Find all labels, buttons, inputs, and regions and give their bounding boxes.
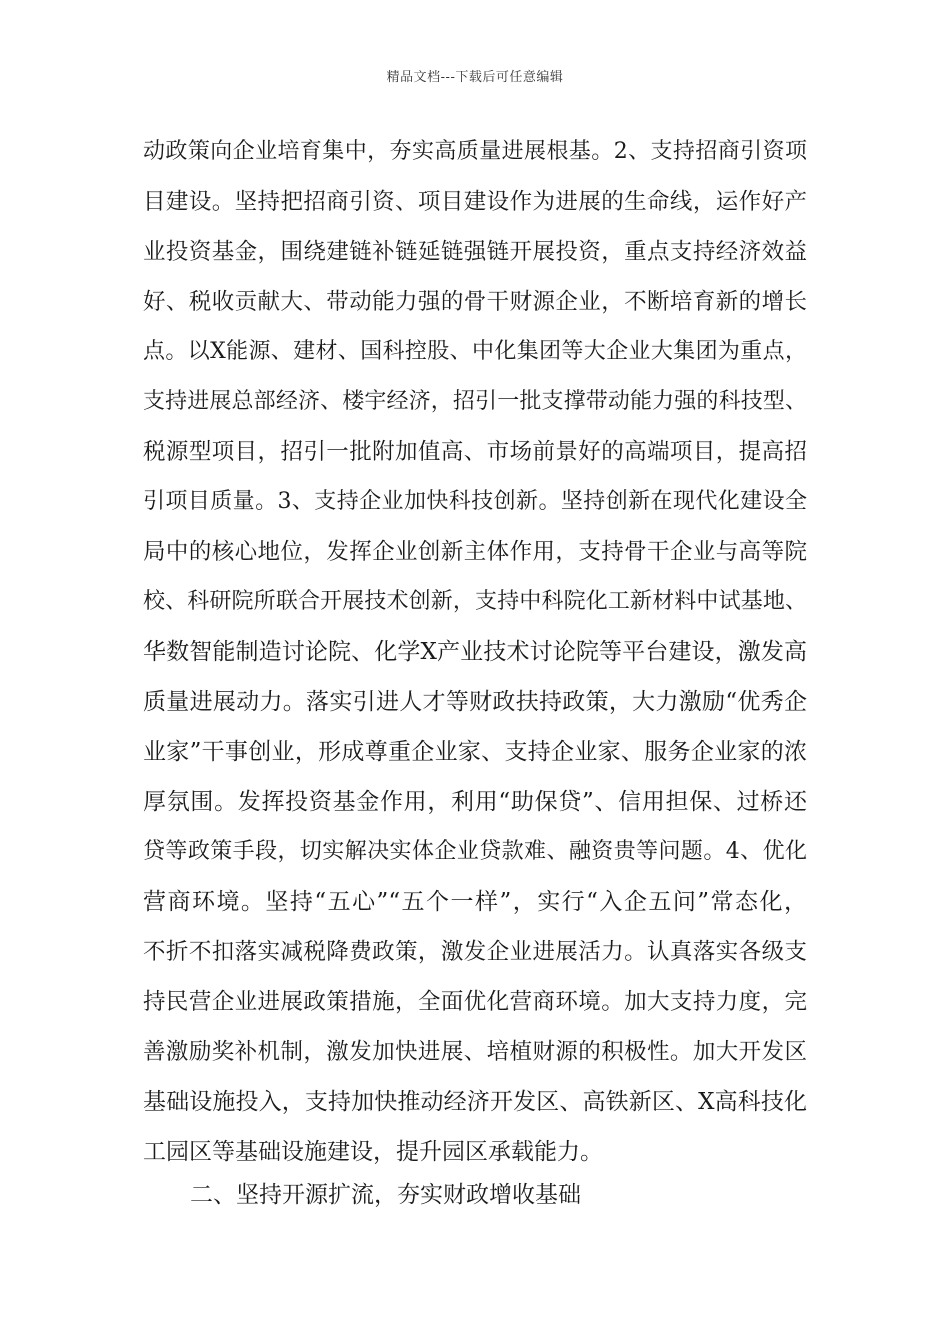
paragraph-line: 贷等政策手段，切实解决实体企业贷款难、融资贵等问题。4、优化: [143, 839, 807, 864]
paragraph-line: 业家”干事创业，形成尊重企业家、支持企业家、服务企业家的浓: [143, 739, 807, 765]
paragraph-line: 支持进展总部经济、楼宇经济，招引一批支撑带动能力强的科技型、: [143, 389, 807, 414]
paragraph-line: 基础设施投入，支持加快推动经济开发区、高铁新区、X高科技化: [143, 1089, 807, 1115]
body-paragraph: [143, 134, 807, 1184]
paragraph-line: 善激励奖补机制，激发加快进展、培植财源的积极性。加大开发区: [143, 1039, 807, 1065]
paragraph-line: 好、税收贡献大、带动能力强的骨干财源企业，不断培育新的增长: [143, 289, 807, 315]
section-heading: 二、坚持开源扩流，夯实财政增收基础: [190, 1182, 581, 1208]
paragraph-line: 厚氛围。发挥投资基金作用，利用“助保贷”、信用担保、过桥还: [143, 789, 807, 815]
page-header: 精品文档---下载后可任意编辑: [386, 70, 564, 85]
paragraph-line: 不折不扣落实减税降费政策，激发企业进展活力。认真落实各级支: [143, 939, 807, 965]
paragraph-line: 质量进展动力。落实引进人才等财政扶持政策，大力激励“优秀企: [143, 689, 807, 715]
paragraph-line: 引项目质量。3、支持企业加快科技创新。坚持创新在现代化建设全: [143, 489, 807, 514]
paragraph-line: 华数智能制造讨论院、化学X产业技术讨论院等平台建设，激发高: [143, 639, 807, 665]
paragraph-line: 持民营企业进展政策措施，全面优化营商环境。加大支持力度，完: [143, 989, 807, 1015]
paragraph-line: 局中的核心地位，发挥企业创新主体作用，支持骨干企业与高等院: [143, 539, 807, 565]
paragraph-line: 点。以X能源、建材、国科控股、中化集团等大企业大集团为重点，: [143, 339, 807, 364]
paragraph-line: 动政策向企业培育集中，夯实高质量进展根基。2、支持招商引资项: [143, 139, 807, 164]
paragraph-line: 营商环境。坚持“五心”“五个一样”，实行“入企五问”常态化，: [143, 889, 807, 915]
paragraph-line: 工园区等基础设施建设，提升园区承载能力。: [143, 1139, 603, 1165]
paragraph-line: 业投资基金，围绕建链补链延链强链开展投资，重点支持经济效益: [143, 239, 807, 265]
paragraph-line: 目建设。坚持把招商引资、项目建设作为进展的生命线，运作好产: [143, 189, 807, 215]
paragraph-line: 税源型项目，招引一批附加值高、市场前景好的高端项目，提高招: [143, 439, 807, 465]
paragraph-line: 校、科研院所联合开展技术创新，支持中科院化工新材料中试基地、: [143, 589, 807, 614]
